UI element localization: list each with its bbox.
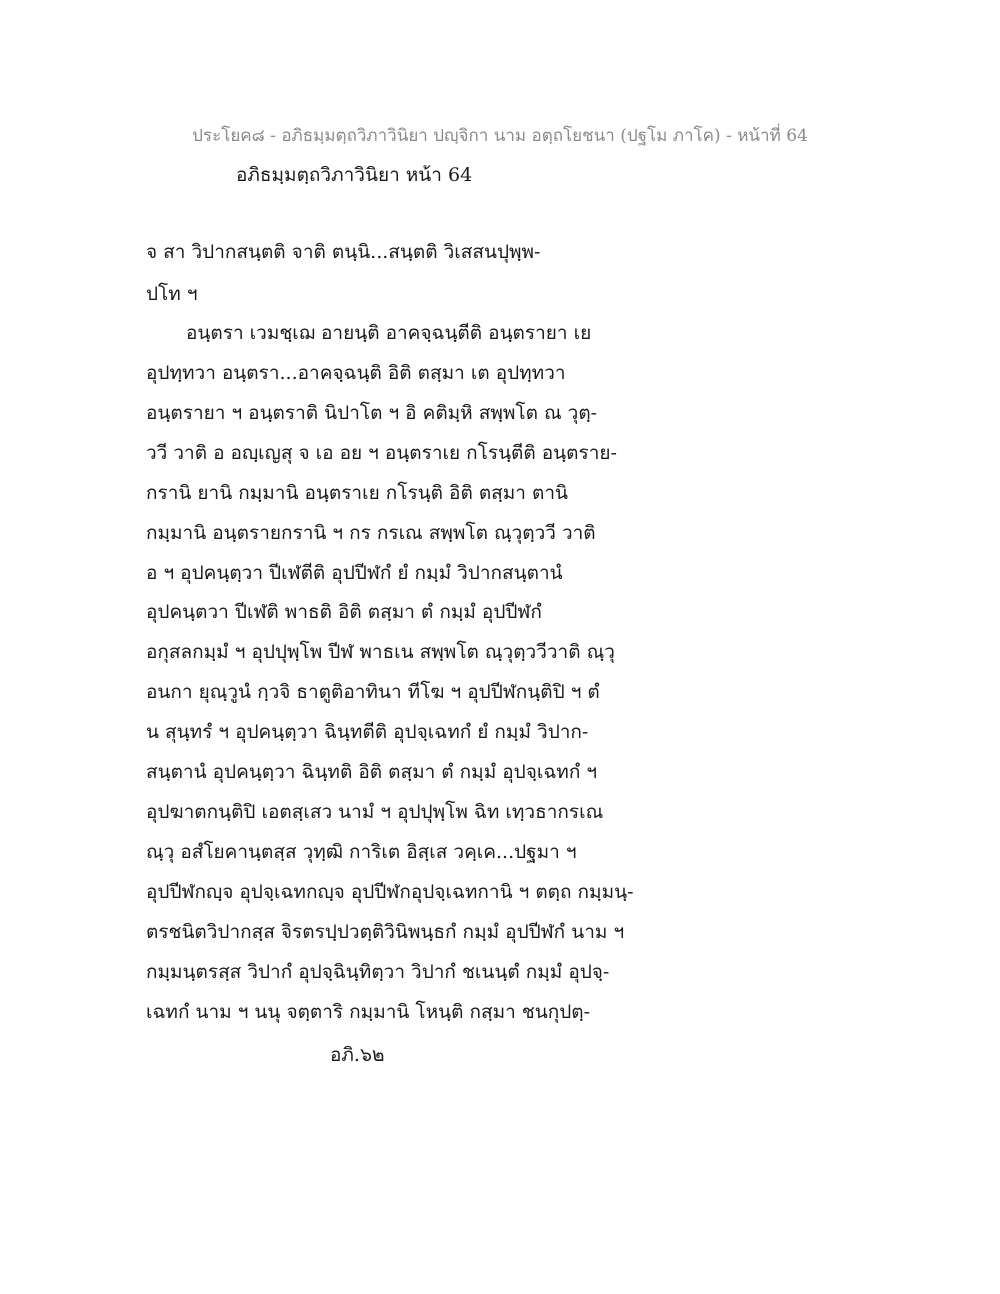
text-line: สนฺตานํ อุปคนฺตฺวา ฉินฺทติ อิติ ตสฺมา ตํ กมฺมํ อุปจฺเฉทกํ ฯ (146, 761, 598, 783)
text-line: อุปปีฬกญฺจ อุปจฺเฉทกญฺจ อุปปีฬกอุปจฺเฉทกานิ ฯ ตตฺถ กมฺมนฺ- (146, 881, 634, 903)
text-line: ปโท ฯ (146, 283, 198, 305)
text-line: กรานิ ยานิ กมฺมานิ อนฺตราเย กโรนฺติ อิติ ตสฺมา ตานิ (146, 482, 568, 504)
running-header: ประโยค๘ - อภิธมฺมตฺถวิภาวินิยา ปญฺจิกา นาม อตฺถโยชนา (ปฐโม ภาโค) - หน้าที่ 64 (192, 126, 808, 146)
text-line: อุปคนฺตวา ปีเฬติ พาธติ อิติ ตสฺมา ตํ กมฺมํ อุปปีฬกํ (146, 601, 542, 623)
text-line: อนกา ยุณฺวูนํ กฺวจิ ธาตูติอาทินา ทีโฆ ฯ อุปปีฬกนฺติปิ ฯ ตํ (146, 681, 600, 703)
text-line: กมฺมนฺตรสฺส วิปากํ อุปจฺฉินฺทิตฺวา วิปากํ ชเนนฺตํ กมฺมํ อุปจฺ- (146, 961, 610, 983)
text-line: ววี วาติ อ อญฺเญสุ จ เอ อย ฯ อนฺตราเย กโรนฺตีติ อนฺตราย- (146, 442, 617, 464)
text-line: อ ฯ อุปคนฺตฺวา ปีเฬตีติ อุปปีฬกํ ยํ กมฺมํ วิปากสนฺตานํ (146, 562, 563, 584)
text-line: อุปฆาตกนฺติปิ เอตสฺเสว นามํ ฯ อุปปุพฺโพ ฉิท เทฺวธากรเณ (146, 801, 604, 823)
text-line: จ สา วิปากสนฺตติ จาติ ตนฺนิ...สนฺตติ วิเสสนปุพฺพ- (146, 241, 541, 263)
text-line: อกุสลกมฺมํ ฯ อุปปุพฺโพ ปีฬ พาธเน สพฺพโต ณฺวุตฺววีวาติ ณฺวุ (146, 641, 615, 663)
text-line: น สุนฺทรํ ฯ อุปคนฺตฺวา ฉินฺทตีติ อุปจฺเฉทกํ ยํ กมฺมํ วิปาก- (146, 721, 589, 743)
page-title: อภิธมฺมตฺถวิภาวินิยา หน้า 64 (236, 164, 473, 186)
text-line: กมฺมานิ อนฺตรายกรานิ ฯ กร กรเณ สพฺพโต ณฺวุตฺววี วาติ (146, 522, 596, 544)
text-line: ณฺวุ อสํโยคานฺตสฺส วุทฺฒิ การิเต อิสฺเส วคฺเค...ปฐมา ฯ (146, 841, 577, 863)
text-line: เฉทกํ นาม ฯ นนุ จตฺตาริ กมฺมานิ โหนฺติ กสฺมา ชนกุปตฺ- (146, 1001, 591, 1023)
text-line: อุปทฺทวา อนฺตรา...อาคจฺฉนฺติ อิติ ตสฺมา เต อุปทฺทวา (146, 362, 566, 384)
text-line: อนฺตรา เวมชฺเฌ อายนฺติ อาคจฺฉนฺตีติ อนฺตรายา เย (186, 322, 592, 344)
footer-reference: อภิ.๖๒ (330, 1044, 385, 1066)
text-line: ตรชนิตวิปากสฺส จิรตรปฺปวตฺติวินิพนฺธกํ กมฺมํ อุปปีฬกํ นาม ฯ (146, 921, 625, 943)
text-line: อนฺตรายา ฯ อนฺตราติ นิปาโต ฯ อิ คติมฺหิ สพฺพโต ณ วุตฺ- (146, 402, 598, 424)
